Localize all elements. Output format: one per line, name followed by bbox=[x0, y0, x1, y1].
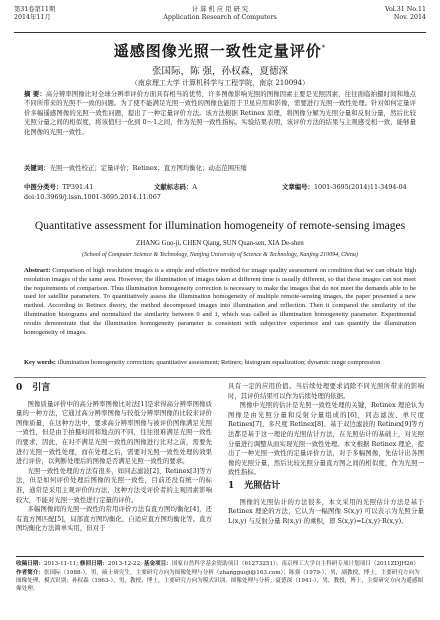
doi-line: doi:10.3969/j.issn.1001-3695.2014.11.067 bbox=[24, 193, 161, 201]
authors-en: ZHANG Guo-ji, CHEN Qiang, SUN Quan-sen, XIA De-shen bbox=[136, 240, 304, 247]
title-cn-text: 遥感图像光照一致性定量评价 bbox=[113, 42, 322, 60]
header-journal-name bbox=[14, 6, 426, 22]
paragraph: 图像质量评价中的高分辨率图像比对法[1]是求得高分辨率图像质量的一种方法，它通过高分辨率图像与较低分辨率图像的比较来评价图像质量，在这种方法中，要求高分辨率图像与被评价图像满足光照一致性，但是由于拍摄时间和地点的不同，往往很难满足光照一致性的要求，因此，在对不满足光照一致性的图像进行比对之前，需要先进行光照一致性处理，而在处理之后，需要对光照一致性处理的效果进行评价，以判断处理后的图像是否满足光照一致性的要求。 bbox=[16, 399, 212, 466]
affiliation-cn: （南京理工大学 计算机科学与工程学院，南京 210094） bbox=[130, 79, 310, 87]
abstract-en bbox=[24, 267, 416, 337]
header-volume-info-en bbox=[385, 6, 426, 22]
keywords-cn-label: 关键词： bbox=[24, 164, 50, 172]
article-no-label: 文章编号： bbox=[282, 183, 314, 191]
abstract-cn bbox=[24, 90, 416, 137]
section-heading-intro bbox=[16, 384, 212, 394]
classification-row bbox=[24, 183, 416, 192]
journal-name-cn: 计 算 机 应 用 研 究 bbox=[191, 6, 249, 13]
paragraph: 具有一定的应用价值。当后续处理要求消除不同光照所带来的影响时，其评价结果可以作为后续处理的依据。 bbox=[228, 382, 424, 400]
paragraph: 图像的光照估计的方法很多，本文采用的光照估计方法是基于 Retinex 理论的方法，它认为一幅图像 S(x,y) 可以表示为光照分量 L(x,y) 与反射分量 R(x,y) 的乘积，即 S(x,y)=L(x,y)·R(x,y)。 bbox=[228, 497, 424, 525]
footnote-dates: 收稿日期：2013-11-11; 修回日期：2013-12-22; 基金项目：国家自然科学基金资助项目（61273251）；南京理工大学自主科研专项计划项目（2011ZDJH26） bbox=[16, 561, 419, 567]
keywords-en-text: illumination homogeneity correction; quantitative assessment; Retinex; histogram equalization; dynamic range compression bbox=[57, 359, 381, 366]
affiliation-en: (School of Computer Science & Technology, Nanjing University of Science & Technology, Nanjing 210094, China) bbox=[82, 252, 358, 258]
keywords-en bbox=[24, 359, 416, 368]
received-date: 2013-11-11 bbox=[43, 561, 77, 567]
section-number: 0 bbox=[16, 383, 23, 393]
abstract-cn-label: 摘 要： bbox=[24, 90, 46, 98]
header-date-en: Nov. 2014 bbox=[393, 14, 426, 21]
fund-label: 基金项目： bbox=[143, 561, 172, 567]
section-title: 引言 bbox=[32, 383, 51, 393]
revised-date: 2013-12-22 bbox=[107, 561, 141, 567]
header-volume: 第31卷第11期 bbox=[14, 6, 56, 13]
received-label: 收稿日期： bbox=[16, 561, 44, 567]
paragraph: 多幅图像间的光照一致性的常用评价方法有直方图均衡化[4]，还有直方图匹配[5]，局部直方图均衡化、自适应直方图均衡化等。直方图均衡化方法简单实用，但对于 bbox=[16, 505, 212, 533]
running-header bbox=[14, 6, 426, 33]
paragraph: 光照一致性处理的方法有很多，如同态滤波[2]、Retinex[3]等方法，但是如何评价处理后图像的光照一致性，目前还没有统一的标准，通常是采用主观评价的方法，这种方法受评价者的主观因素影响较大，不能对光照一致性进行定量的评价。 bbox=[16, 466, 212, 504]
header-date: 2014年11月 bbox=[14, 14, 51, 21]
body-column-right bbox=[228, 382, 424, 526]
doc-code-label: 文献标志码： bbox=[154, 183, 193, 191]
paper-title-en: Quantitative assessment for illumination homogeneity of remote-sensing images bbox=[34, 220, 406, 232]
section-number: 1 bbox=[228, 480, 235, 491]
header-volume-en: Vol.31 No.11 bbox=[385, 6, 426, 13]
keywords-cn bbox=[24, 164, 416, 173]
section-heading-illumination bbox=[228, 482, 424, 492]
body-column-left bbox=[16, 382, 212, 534]
keywords-en-label: Key words: bbox=[24, 359, 56, 366]
section-title: 光照估计 bbox=[244, 480, 281, 491]
journal-name-en: Application Research of Computers bbox=[163, 14, 277, 21]
abstract-en-text: Comparison of high resolution images is a simple and effective method for image quality assessment on condition that we can obtain high resolution images of the same area. However, the illumination of images taken at different time is usually different, so that these images can not meet the requirements of comparison. Thus illumination homogeneity correction is necessary to make the images that do not meet the demands able to be used for satellite parameters. To quantitatively assess the illumination homogeneity of multiple remote-sensing images, the paper presented a new method. According to Retinex theory, the method decomposed images into illumination and reflection. Then it compared the similarity of the illumination histograms and normalized the similarity between 0 and 1, which was called as illumination homogeneity parameter. Experimental results demonstrate that the illumination homogeneity parameter is consistent with subjective experience and can quantify the illumination homogeneity of images. bbox=[24, 267, 416, 336]
authors-cn: 张国际，陈 强，孙权森，夏德深 bbox=[151, 66, 289, 77]
abstract-cn-text: 高分辨率图像比对全球分辨率评价方面具有相当的优势，许多图像影响光照的图像因素主要是光照因素，往往面临拍摄时间和地点不同所带来的光照不一致的问题。为了使不能满足光照一致性的图像也能用于卫星应用和影像，需要进行光照一致性处理。针对如何定量评价多幅遥感图像的光照一致性问题，提出了一种定量评价方法。该方法根据 Retinex 原理，将图像分解为光照分量和反射分量，然后比较光照分量之间的相似度，将该值归一化到 0～1之间，作为光照一致性指标。实验结果表明，该评价方法的结果与主观感受相一致，能够量化图像的光照一致性。 bbox=[24, 90, 416, 136]
paper-title-cn bbox=[0, 40, 440, 61]
paragraph: 图像中光照的估计是光照一致性处理的关键，Retinex 理论认为图像是由光照分量和反射分量组成的[6]，同态滤波、单尺度 Retinex[7]、多尺度 Retinex[8]、基于双边滤波的 Retinex[9]等方法都是基于这一理论的光照估计方法，在光照估计的基础上，对光照分量进行调整从而实现光照一致性处理。本文根据 Retinex 理论，提出了一种光照一致性的定量评价方法，对于多幅图像，先估计出各图像的光照分量，然后比较光照分量直方图之间的相似度，作为光照一致性指标。 bbox=[228, 401, 424, 477]
clc-label: 中图分类号： bbox=[24, 183, 63, 191]
revised-label: 修回日期： bbox=[79, 561, 108, 567]
abstract-en-label: Abstract: bbox=[24, 267, 51, 274]
bio-text: 张国际（1988-），男，硕士研究生，主要研究方向为图像处理与分析（zhangguoji@163.com）；陈强（1979-），男，副教授，博士，主要研究方向为图像处理、模式识别；孙权森（1963-），男，教授，博士，主要研究方向为模式识别、图像处理与分析；夏德深（1941-），男，教授，博士，主要研究方向为遥感图像处理。 bbox=[16, 570, 424, 592]
section-divider bbox=[14, 377, 426, 378]
title-footnote-mark: * bbox=[321, 44, 327, 52]
footnote-bio bbox=[16, 569, 424, 593]
keywords-cn-text: 光照一致性校正；定量评价；Retinex；直方图均衡化；动态范围压缩 bbox=[49, 164, 247, 172]
article-no-value: 1001-3695(2014)11-3494-04 bbox=[313, 183, 407, 191]
clc-value: TP391.41 bbox=[62, 183, 94, 191]
footnote-block bbox=[16, 556, 424, 593]
bio-label: 作者简介： bbox=[16, 570, 44, 576]
doc-code-value: A bbox=[192, 183, 197, 191]
fund-text: 国家自然科学基金资助项目（61273251）；南京理工大学自主科研专项计划项目（2011ZDJH26） bbox=[171, 561, 419, 567]
